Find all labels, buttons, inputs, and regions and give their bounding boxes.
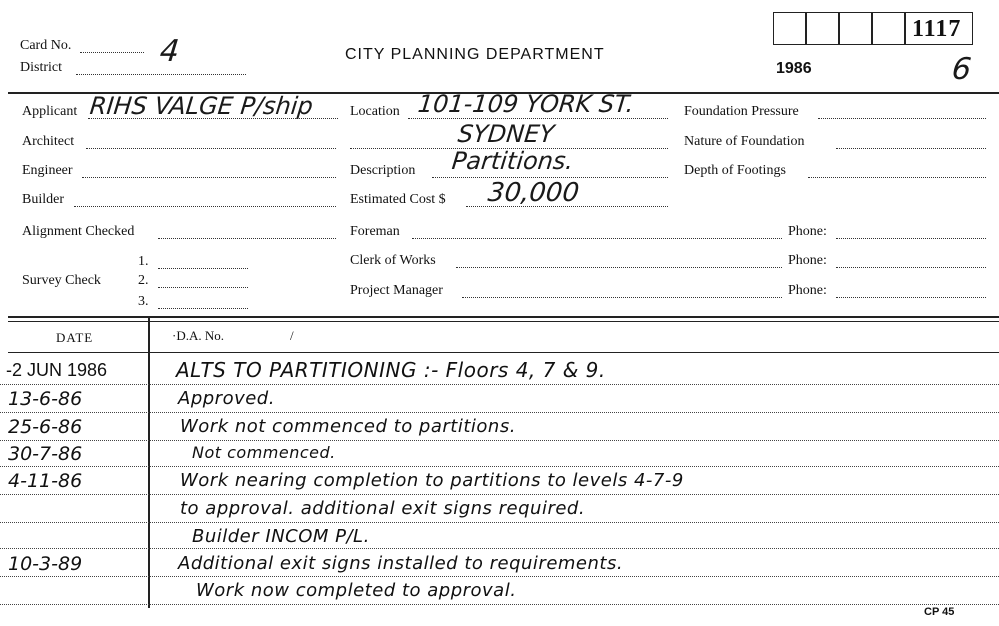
number-box-cell: [872, 12, 905, 45]
log-row-line: [0, 522, 999, 523]
survey-2-line: [158, 287, 248, 288]
engineer-line: [82, 177, 336, 178]
phone-line-2: [836, 267, 986, 268]
card-no-line: [80, 52, 144, 53]
nature-label: Nature of Foundation: [684, 134, 805, 149]
da-number-value: /: [290, 328, 294, 343]
da-number-label: ·D.A. No.: [172, 328, 224, 343]
foundation-pressure-label: Foundation Pressure: [684, 104, 799, 119]
log-header-rule: [8, 352, 999, 353]
log-row-line: [0, 576, 999, 577]
depth-label: Depth of Footings: [684, 163, 786, 178]
description-label: Description: [350, 163, 416, 178]
entry-date: -2 JUN 1986: [6, 360, 108, 380]
entry-text: Work now completed to approval.: [196, 580, 517, 601]
foreman-line: [412, 238, 782, 239]
entry-text: Additional exit signs installed to requirements.: [178, 553, 624, 574]
entry-date: 10-3-89: [8, 553, 83, 575]
phone-line-3: [836, 297, 986, 298]
survey-label: Survey Check: [22, 273, 101, 288]
number-box-cell: [839, 12, 872, 45]
survey-1-label: 1.: [138, 254, 149, 269]
entry-date: 13-6-86: [8, 388, 83, 410]
project-manager-label: Project Manager: [350, 283, 443, 298]
log-row-line: [0, 494, 999, 495]
entry-text: Not commenced.: [192, 443, 336, 462]
district-label: District: [20, 60, 62, 75]
log-top-rule: [8, 316, 999, 318]
entry-date: 4-11-86: [8, 470, 83, 492]
alignment-label: Alignment Checked: [22, 224, 135, 239]
survey-3-line: [158, 308, 248, 309]
survey-3-label: 3.: [138, 294, 149, 309]
phone-line-1: [836, 238, 986, 239]
form-code: CP 45: [924, 606, 955, 618]
description-value: Partitions.: [450, 147, 575, 175]
department-title: CITY PLANNING DEPARTMENT: [345, 46, 605, 63]
log-column-divider: [148, 318, 150, 608]
project-manager-line: [462, 297, 782, 298]
phone-label-1: Phone:: [788, 224, 827, 239]
architect-label: Architect: [22, 134, 75, 149]
log-row-line: [0, 440, 999, 441]
builder-label: Builder: [22, 192, 64, 207]
phone-label-2: Phone:: [788, 253, 827, 268]
clerk-label: Clerk of Works: [350, 253, 436, 268]
entry-text: Approved.: [178, 388, 275, 409]
log-row-line: [0, 384, 999, 385]
entry-text: Work not commenced to partitions.: [180, 416, 516, 437]
log-row-line: [0, 466, 999, 467]
nature-line: [836, 148, 986, 149]
log-row-line: [0, 604, 999, 605]
card-number-suffix: 6: [950, 52, 973, 87]
log-row-line: [0, 548, 999, 549]
location-value: 101-109 YORK ST.: [416, 90, 636, 118]
applicant-label: Applicant: [22, 104, 78, 119]
entry-date: 25-6-86: [8, 416, 83, 438]
card-no-value: 4: [158, 34, 181, 69]
survey-2-label: 2.: [138, 273, 149, 288]
log-top-rule-2: [8, 321, 999, 322]
log-row-line: [0, 412, 999, 413]
entry-text: Builder INCOM P/L.: [192, 526, 370, 547]
entry-text: ALTS TO PARTITIONING :- Floors 4, 7 & 9.: [176, 358, 606, 382]
district-line: [76, 74, 246, 75]
cost-value: 30,000: [486, 178, 581, 208]
date-column-header: DATE: [56, 330, 94, 345]
card-number: 1117: [912, 16, 962, 42]
entry-date: 30-7-86: [8, 443, 83, 465]
location-line: [408, 118, 668, 119]
number-box-cell: [806, 12, 839, 45]
cost-label: Estimated Cost $: [350, 192, 446, 207]
entry-text: Work nearing completion to partitions to levels 4-7-9: [180, 470, 684, 491]
foreman-label: Foreman: [350, 224, 400, 239]
entry-text: to approval. additional exit signs required.: [180, 498, 586, 519]
engineer-label: Engineer: [22, 163, 73, 178]
clerk-line: [456, 267, 782, 268]
number-box-cell: [773, 12, 806, 45]
builder-line: [74, 206, 336, 207]
year-label: 1986: [776, 60, 812, 77]
location-value-2: SYDNEY: [456, 120, 556, 148]
alignment-line: [158, 238, 336, 239]
depth-line: [808, 177, 986, 178]
survey-1-line: [158, 268, 248, 269]
location-label: Location: [350, 104, 400, 119]
architect-line: [86, 148, 336, 149]
applicant-value: RIHS VALGE P/ship: [88, 92, 315, 120]
foundation-pressure-line: [818, 118, 986, 119]
card-no-label: Card No.: [20, 38, 72, 53]
phone-label-3: Phone:: [788, 283, 827, 298]
